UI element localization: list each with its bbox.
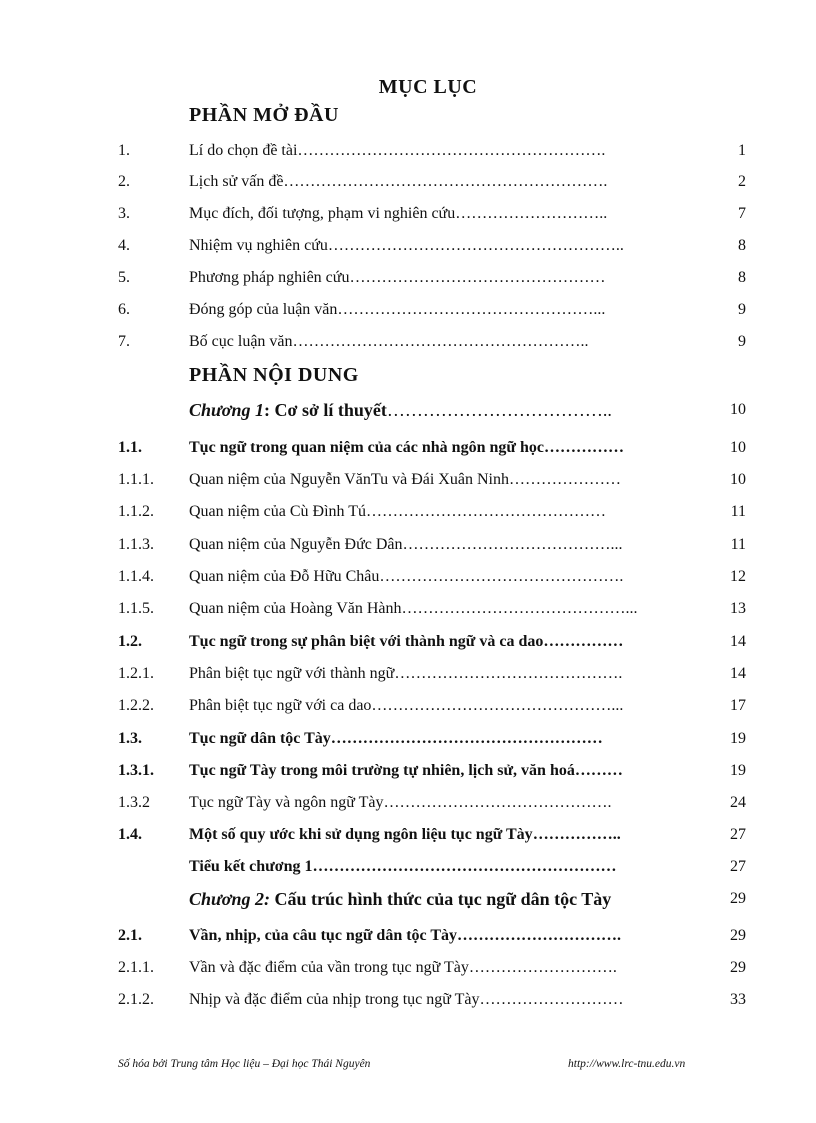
toc-title: Phương pháp nghiên cứu [189, 269, 350, 286]
toc-entry-summary[interactable] [0, 857, 816, 887]
chapter-title: Cấu trúc hình thức của tục ngữ dân tộc Tày [269, 889, 612, 909]
toc-number: 1.2. [118, 633, 142, 650]
footer-url[interactable]: http://www.lrc-tnu.edu.vn [568, 1058, 686, 1070]
toc-leader: ………………………………………… [349, 269, 606, 286]
toc-entry[interactable] [0, 599, 816, 629]
toc-entry[interactable] [0, 172, 816, 202]
toc-number: 1.1. [118, 439, 142, 456]
toc-number: 2.1.2. [118, 991, 154, 1008]
page-title: MỤC LỤC [378, 76, 478, 98]
toc-page-number: 33 [730, 991, 746, 1008]
toc-leader: ………………………………………... [371, 697, 624, 714]
toc-title: Quan niệm của Nguyễn VănTu và Đái Xuân Ninh [189, 471, 509, 488]
toc-page-number: 24 [730, 794, 746, 811]
toc-number: 1.3.2 [118, 794, 150, 811]
toc-entry[interactable] [0, 990, 816, 1020]
toc-entry[interactable] [0, 729, 816, 759]
toc-page-number: 1 [738, 142, 746, 159]
toc-page-number: 11 [730, 536, 746, 553]
toc-entry[interactable] [0, 761, 816, 791]
toc-leader: …………………………………………… [330, 730, 603, 747]
toc-number: 2.1. [118, 927, 142, 944]
toc-title: Lí do chọn đề tài [189, 142, 298, 159]
toc-page-number: 29 [730, 890, 746, 907]
toc-page-number: 29 [730, 959, 746, 976]
toc-number: 5. [118, 269, 130, 286]
toc-number: 1.3. [118, 730, 142, 747]
toc-leader: ……………………….. [455, 205, 608, 222]
toc-entry[interactable] [0, 696, 816, 726]
toc-page-number: 14 [730, 633, 746, 650]
toc-entry[interactable] [0, 438, 816, 468]
toc-leader: ……………………………………………….. [327, 237, 624, 254]
toc-number: 1.2.1. [118, 665, 154, 682]
footer-source: Số hóa bởi Trung tâm Học liệu – Đại học Thái Nguyên [118, 1058, 371, 1070]
toc-title: Quan niệm của Đỗ Hữu Châu [189, 568, 380, 585]
toc-leader: ……………………………………. [394, 665, 623, 682]
toc-entry[interactable] [0, 204, 816, 234]
toc-number: 1.1.4. [118, 568, 154, 585]
chapter-prefix: Chương 2: [189, 889, 270, 909]
toc-title: Mục đích, đối tượng, phạm vi nghiên cứu [189, 205, 456, 222]
toc-leader: ………………………………………. [379, 568, 624, 585]
toc-number: 3. [118, 205, 130, 222]
toc-leader: ……………………………………………………. [283, 173, 608, 190]
toc-entry[interactable] [0, 535, 816, 565]
toc-title: Đóng góp của luận văn [189, 301, 338, 318]
toc-page-number: 19 [730, 730, 746, 747]
toc-title: Vần và đặc điểm của vần trong tục ngữ Tày [189, 959, 469, 976]
toc-title: Tiểu kết chương 1 [189, 858, 313, 875]
toc-title: Bố cục luận văn [189, 333, 293, 350]
chapter-title: : Cơ sở lí thuyết [263, 400, 387, 420]
toc-title: Lịch sử vấn đề [189, 173, 284, 190]
toc-leader: ………………………………………………… [312, 858, 617, 875]
toc-number: 6. [118, 301, 130, 318]
chapter-prefix: Chương 1 [189, 400, 264, 420]
toc-title: Tục ngữ dân tộc Tày [189, 730, 331, 747]
toc-entry[interactable] [0, 332, 816, 362]
toc-title: Vần, nhịp, của câu tục ngữ dân tộc Tày [189, 927, 458, 944]
toc-number: 7. [118, 333, 130, 350]
toc-leader: ………………………. [468, 959, 617, 976]
toc-leader: …………………………………………………. [297, 142, 606, 159]
toc-title: Phân biệt tục ngữ với ca dao [189, 697, 372, 714]
toc-page-number: 10 [730, 401, 746, 418]
toc-leader: ……… [574, 762, 623, 779]
toc-entry[interactable] [0, 141, 816, 171]
toc-page-number: 10 [730, 471, 746, 488]
toc-page-number: 8 [738, 237, 746, 254]
toc-number: 1.1.3. [118, 536, 154, 553]
toc-title: Phân biệt tục ngữ với thành ngữ [189, 665, 395, 682]
toc-page-number: 27 [730, 826, 746, 843]
toc-number: 1.3.1. [118, 762, 154, 779]
toc-leader: ……………………………….. [386, 400, 612, 420]
toc-entry[interactable] [0, 632, 816, 662]
toc-leader: …………….. [532, 826, 621, 843]
toc-page-number: 17 [730, 697, 746, 714]
toc-leader: …………………………. [457, 927, 622, 944]
toc-entry[interactable] [0, 793, 816, 823]
toc-page-number: 10 [730, 439, 746, 456]
toc-number: 2.1.1. [118, 959, 154, 976]
toc-page-number: 27 [730, 858, 746, 875]
toc-page-number: 14 [730, 665, 746, 682]
toc-number: 1.4. [118, 826, 142, 843]
toc-entry[interactable] [0, 268, 816, 298]
toc-title: Quan niệm của Hoàng Văn Hành [189, 600, 402, 617]
toc-leader: …………………………………... [402, 536, 623, 553]
toc-title: Nhiệm vụ nghiên cứu [189, 237, 328, 254]
toc-entry[interactable] [0, 236, 816, 266]
toc-page-number: 2 [738, 173, 746, 190]
toc-leader: ……………………………………… [366, 503, 607, 520]
toc-page-number: 9 [738, 301, 746, 318]
part-heading-intro: PHẦN MỞ ĐẦU [189, 104, 339, 126]
toc-entry[interactable] [0, 502, 816, 532]
toc-title: Quan niệm của Nguyễn Đức Dân [189, 536, 403, 553]
toc-entry[interactable] [0, 825, 816, 855]
toc-title: Một số quy ước khi sử dụng ngôn liệu tục ngữ Tày [189, 826, 533, 843]
toc-page-number: 29 [730, 927, 746, 944]
toc-number: 4. [118, 237, 130, 254]
toc-page-number: 7 [738, 205, 746, 222]
toc-title: Nhịp và đặc điểm của nhịp trong tục ngữ Tày [189, 991, 480, 1008]
toc-entry[interactable] [0, 300, 816, 330]
toc-leader: ……………………… [479, 991, 624, 1008]
toc-title: Tục ngữ Tày và ngôn ngữ Tày [189, 794, 384, 811]
toc-page-number: 8 [738, 269, 746, 286]
toc-entry[interactable] [0, 470, 816, 500]
toc-number: 1.2.2. [118, 697, 154, 714]
toc-page-number: 19 [730, 762, 746, 779]
toc-leader: ……………………………………………….. [292, 333, 589, 350]
toc-title: Tục ngữ Tày trong môi trường tự nhiên, lịch sử, văn hoá [189, 762, 575, 779]
toc-page-number: 9 [738, 333, 746, 350]
toc-title: Quan niệm của Cù Đình Tú [189, 503, 367, 520]
toc-entry[interactable] [0, 664, 816, 694]
toc-page-number: 12 [730, 568, 746, 585]
toc-leader: …………… [543, 439, 624, 456]
toc-entry[interactable] [0, 958, 816, 988]
toc-number: 1.1.5. [118, 600, 154, 617]
toc-leader: ……………………………………... [401, 600, 638, 617]
toc-number: 1. [118, 142, 130, 159]
toc-leader: ……………………………………. [383, 794, 612, 811]
toc-leader: ………………… [508, 471, 621, 488]
toc-chapter-2[interactable] [0, 889, 816, 919]
toc-page-number: 13 [730, 600, 746, 617]
toc-number: 1.1.2. [118, 503, 154, 520]
toc-leader: …………… [543, 633, 624, 650]
toc-title: Tục ngữ trong quan niệm của các nhà ngôn ngữ học [189, 439, 544, 456]
part-heading-content: PHẦN NỘI DUNG [189, 364, 359, 386]
toc-title: Tục ngữ trong sự phân biệt với thành ngữ và ca dao [189, 633, 544, 650]
toc-entry[interactable] [0, 567, 816, 597]
toc-number: 1.1.1. [118, 471, 154, 488]
toc-page-number: 11 [730, 503, 746, 520]
toc-chapter-1[interactable] [0, 400, 816, 430]
toc-leader: …………………………………………... [337, 301, 606, 318]
toc-entry[interactable] [0, 926, 816, 956]
toc-number: 2. [118, 173, 130, 190]
